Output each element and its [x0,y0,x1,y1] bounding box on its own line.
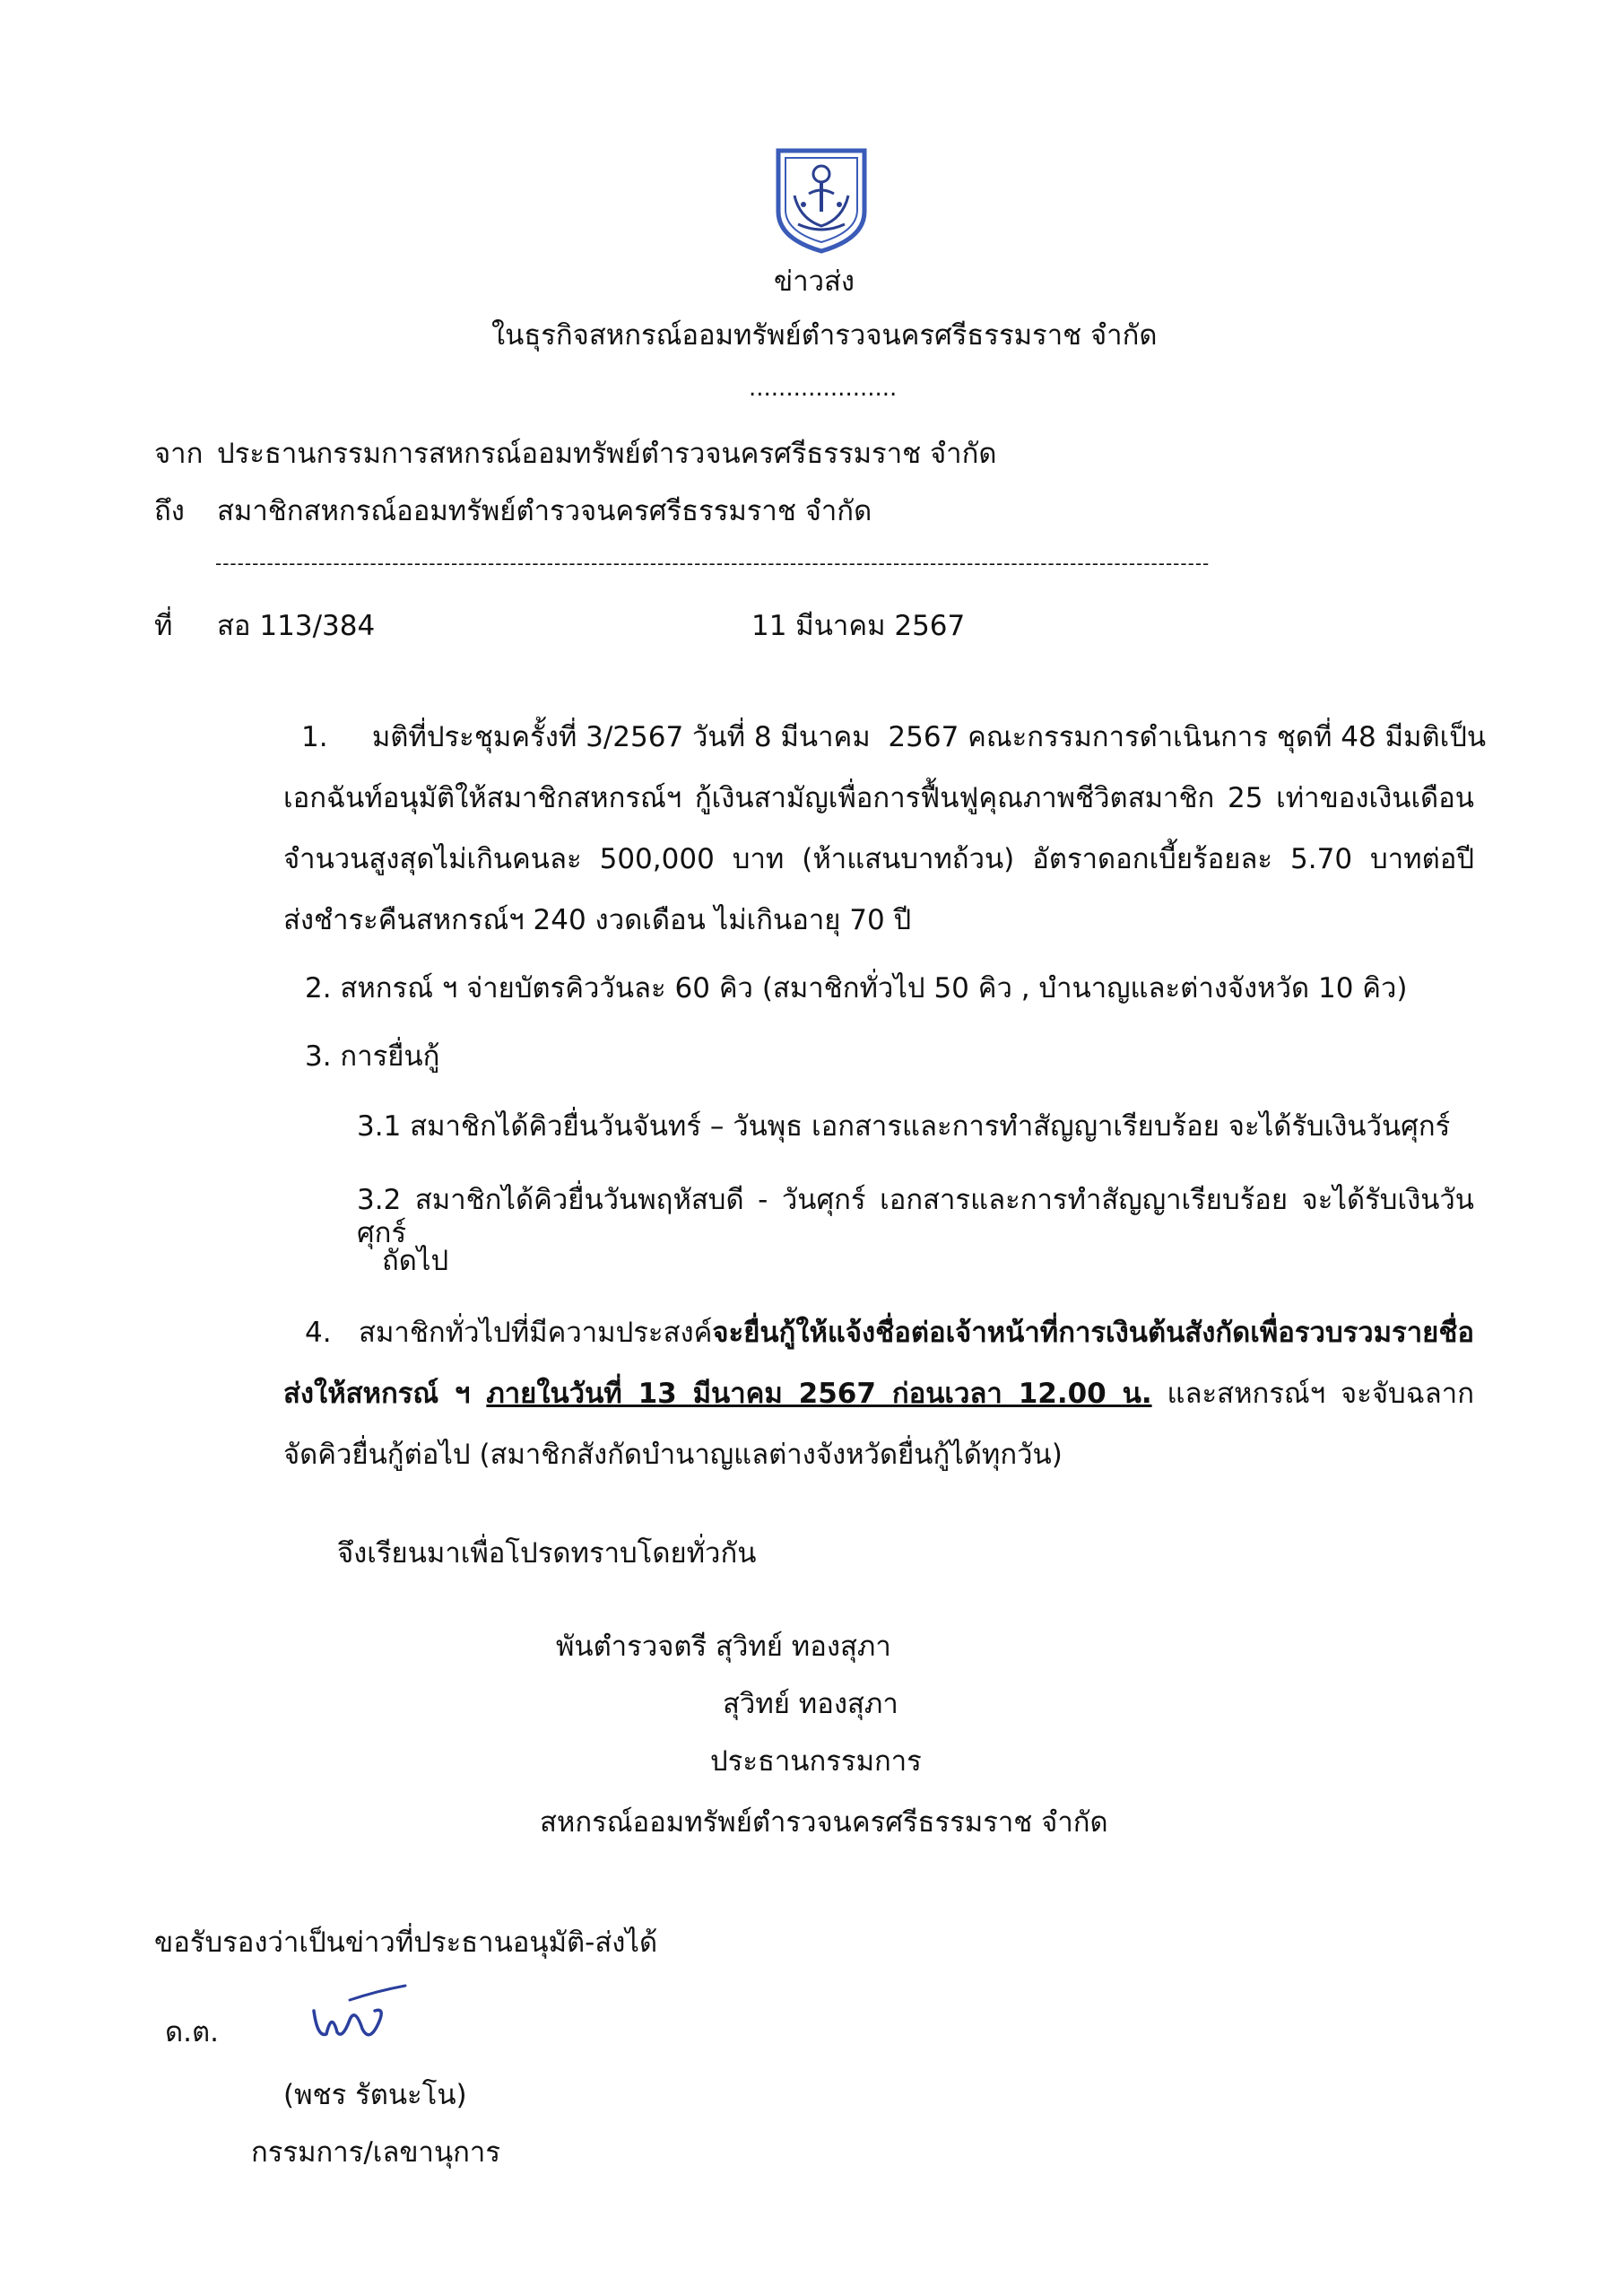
item-4-lottery: และสหกรณ์ฯ จะจับฉลาก [1151,1378,1474,1410]
reference-number: สอ 113/384 [217,610,376,642]
to-value: สมาชิกสหกรณ์ออมทรัพย์ตำรวจนครศรีธรรมราช จำกัด [217,495,872,527]
signatory-rank-name: พันตำรวจตรี สุวิทย์ ทองสุภา [556,1631,891,1663]
reference-label: ที่ [154,610,173,642]
item-4-line-2 [283,1378,1474,1411]
certifier-name: (พชร รัตนะโน) [283,2079,467,2111]
dashed-divider: --------------------------------------------------------------------------------------------------------------------------------------- [215,552,1211,574]
closing-sentence: จึงเรียนมาเพื่อโปรดทราบโดยทั่วกัน [337,1537,757,1570]
item-1-line-4: ส่งชำระคืนสหกรณ์ฯ 240 งวดเดือน ไม่เกินอายุ 70 ปี [283,904,912,936]
item-2: 2. สหกรณ์ ฯ จ่ายบัตรคิววันละ 60 คิว (สมาชิกทั่วไป 50 คิว , บำนาญและต่างจังหวัด 10 คิว) [305,972,1408,1004]
item-4-line-3: จัดคิวยื่นกู้ต่อไป (สมาชิกสังกัดบำนาญแลต่างจังหวัดยื่นกู้ได้ทุกวัน) [283,1439,1063,1471]
item-3-1: 3.1 สมาชิกได้คิวยื่นวันจันทร์ – วันพุธ เอกสารและการทำสัญญาเรียบร้อย จะได้รับเงินวันศุกร์ [357,1110,1451,1143]
item-4-lead: 4. สมาชิกทั่วไปที่มีความประสงค์ [305,1317,713,1349]
certifier-position: กรรมการ/เลขานุการ [251,2136,500,2169]
document-date: 11 มีนาคม 2567 [751,610,966,642]
document-title: ข่าวส่ง [774,265,855,298]
from-label: จาก [154,438,204,470]
checked-by-label: ด.ต. [165,2016,219,2048]
from-value: ประธานกรรมการสหกรณ์ออมทรัพย์ตำรวจนครศรีธรรมราช จำกัด [217,438,997,470]
item-1-line-1: 1. มติที่ประชุมครั้งที่ 3/2567 วันที่ 8 มีนาคม 2567 คณะกรรมการดำเนินการ ชุดที่ 48 มีมติเป็น [301,721,1487,753]
item-3: 3. การยื่นกู้ [305,1040,440,1073]
item-4-line-1 [305,1317,1474,1350]
signatory-position: ประธานกรรมการ [710,1745,922,1778]
document-subtitle: ในธุรกิจสหกรณ์ออมทรัพย์ตำรวจนครศรีธรรมราช จำกัด [491,319,1158,352]
item-3-2-line-1: 3.2 สมาชิกได้คิวยื่นวันพฤหัสบดี - วันศุกร์ เอกสารและการทำสัญญาเรียบร้อย จะได้รับเงินวันศุกร์ [357,1184,1474,1250]
signatory-name: สุวิทย์ ทองสุภา [723,1688,898,1720]
item-1-line-2: เอกฉันท์อนุมัติให้สมาชิกสหกรณ์ฯ กู้เงินสามัญเพื่อการฟื้นฟูคุณภาพชีวิตสมาชิก 25 เท่าของเงินเดือน [283,782,1474,814]
cooperative-seal-logo [773,142,870,255]
item-1-line-3: จำนวนสูงสุดไม่เกินคนละ 500,000 บาท (ห้าแสนบาทถ้วน) อัตราดอกเบี้ยร้อยละ 5.70 บาทต่อปี [283,843,1474,875]
item-3-2-line-2: ถัดไป [382,1245,449,1277]
item-4-send-to: ส่งให้สหกรณ์ ฯ [283,1378,487,1410]
item-4-deadline: ภายในวันที่ 13 มีนาคม 2567 ก่อนเวลา 12.00 น. [486,1378,1152,1410]
to-label: ถึง [154,495,185,527]
signatory-organization: สหกรณ์ออมทรัพย์ตำรวจนครศรีธรรมราช จำกัด [540,1806,1108,1839]
certification-statement: ขอรับรองว่าเป็นข่าวที่ประธานอนุมัติ-ส่งได้ [154,1926,658,1959]
item-4-bold-instruction: จะยื่นกู้ให้แจ้งชื่อต่อเจ้าหน้าที่การเงินต้นสังกัดเพื่อรวบรวมรายชื่อ [712,1317,1474,1349]
handwritten-signature [296,1984,412,2056]
dot-separator: .................... [749,375,898,402]
